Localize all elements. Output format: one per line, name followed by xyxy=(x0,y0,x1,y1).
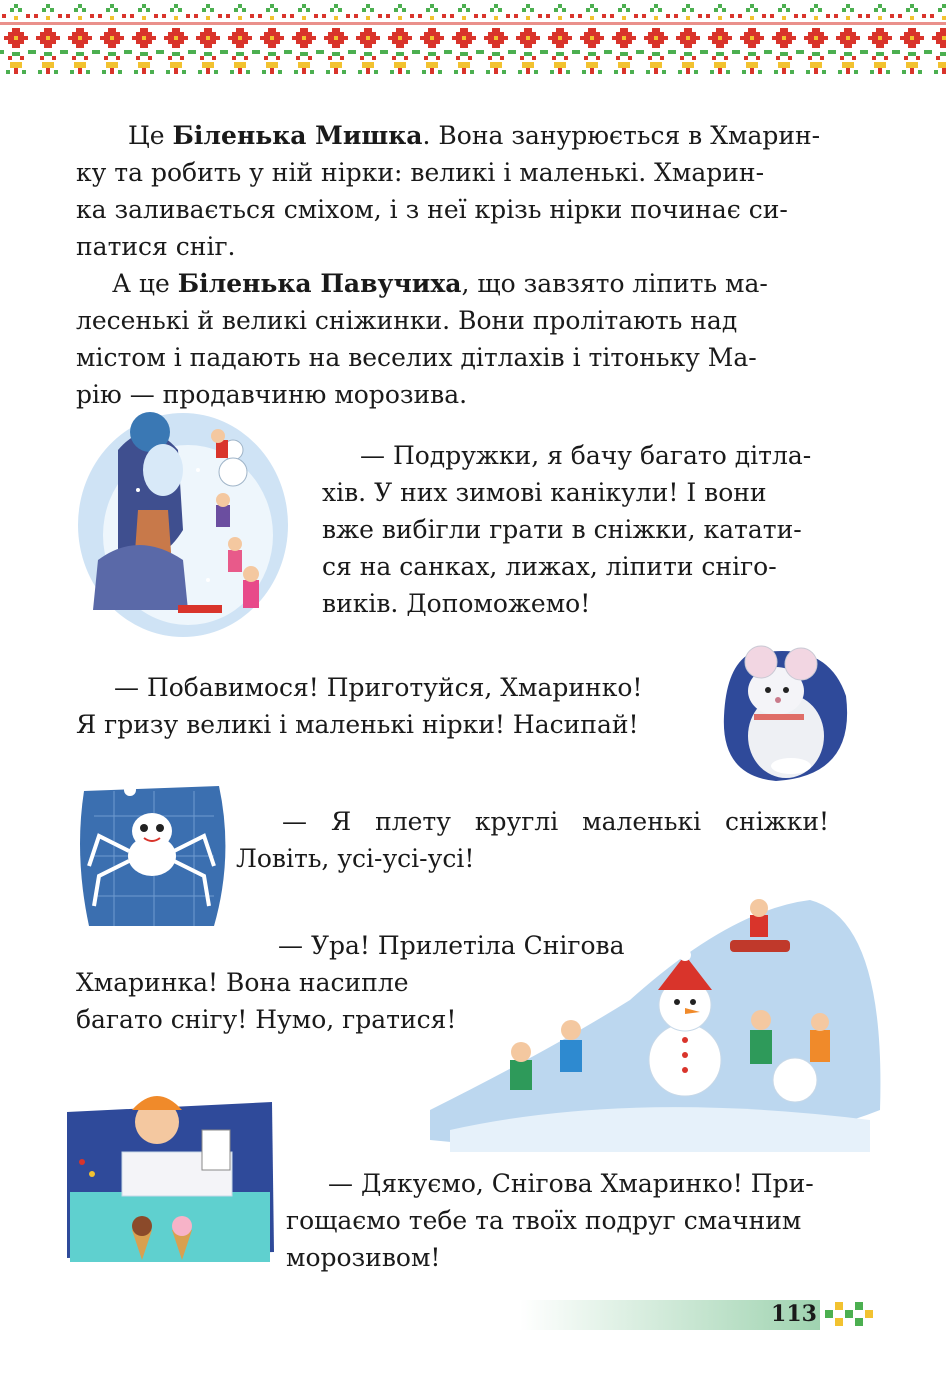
cloud-speech-line5: виків. Допоможемо! xyxy=(322,589,591,618)
intro-p2-line4: рію — продавчиню морозива. xyxy=(76,380,468,409)
thanks-speech-line1: — Дякуємо, Снігова Хмаринко! При- xyxy=(328,1169,814,1198)
thanks-speech-line2: гощаємо тебе та твоїх подруг смачним xyxy=(286,1206,802,1235)
intro-text xyxy=(76,117,840,413)
thanks-speech-line3: морозивом! xyxy=(286,1243,441,1272)
spider-speech-line2: Ловіть, усі-усі-усі! xyxy=(236,844,475,873)
intro-p1-line3: ка заливається сміхом, і з неї крізь нірки починає си- xyxy=(76,195,788,224)
page-number: 113 xyxy=(771,1301,817,1327)
intro-p2-a: А це xyxy=(112,269,178,298)
intro-p1-line2: ку та робить у ній нірки: великі і маленькі. Хмарин- xyxy=(76,158,765,187)
ice-cream-seller-illustration-icon xyxy=(62,1082,282,1270)
cloud-speech-line2: хів. У них зимові канікули! І вони xyxy=(322,478,767,507)
white-mouse-illustration-icon xyxy=(716,636,856,786)
hooray-speech-line3: багато снігу! Нумо, гратися! xyxy=(76,1005,457,1034)
cloud-speech-line3: вже вибігли грати в сніжки, катати- xyxy=(322,515,802,544)
intro-p1-rest: . Вона занурюється в Хмарин- xyxy=(422,121,821,150)
cloud-speech-line1: — Подружки, я бачу багато дітла- xyxy=(360,441,812,470)
embroidery-border-icon xyxy=(0,0,946,84)
intro-p2-line2: лесенькі й великі сніжинки. Вони пролітають над xyxy=(76,306,738,335)
white-spider-illustration-icon xyxy=(74,776,234,936)
intro-p2-line3: містом і падають на веселих дітлахів і тітоньку Ма- xyxy=(76,343,757,372)
hooray-speech-line1: — Ура! Прилетіла Снігова xyxy=(278,931,625,960)
spider-speech xyxy=(236,803,840,877)
intro-p1-line4: патися сніг. xyxy=(76,232,236,261)
hooray-speech-line2: Хмаринка! Вона насипле xyxy=(76,968,409,997)
spider-speech-line1 xyxy=(236,803,840,840)
intro-p1-a: Це xyxy=(128,121,173,150)
intro-p1-line1 xyxy=(76,117,840,154)
girl-in-winter-illustration-icon xyxy=(78,410,288,640)
thanks-speech xyxy=(286,1165,840,1276)
mouse-speech xyxy=(76,669,716,743)
intro-p2-bold: Біленька Павучиха xyxy=(177,269,462,298)
mouse-speech-line1: — Побавимося! Приготуйся, Хмаринко! xyxy=(114,673,643,702)
page-number-bar-icon xyxy=(520,1298,880,1332)
hooray-speech xyxy=(76,927,676,1038)
mouse-speech-line2: Я гризу великі і маленькі нірки! Насипай! xyxy=(76,710,639,739)
intro-p2-line1 xyxy=(76,265,840,302)
intro-p2-rest: , що завзято ліпить ма- xyxy=(461,269,768,298)
spider-speech-line1-text: — Я плету круглі маленькі сніжки! xyxy=(282,807,830,836)
intro-p1-bold: Біленька Мишка xyxy=(172,121,423,150)
cloud-speech-line4: ся на санках, лижах, ліпити сніго- xyxy=(322,552,777,581)
cloud-speech xyxy=(322,437,840,622)
